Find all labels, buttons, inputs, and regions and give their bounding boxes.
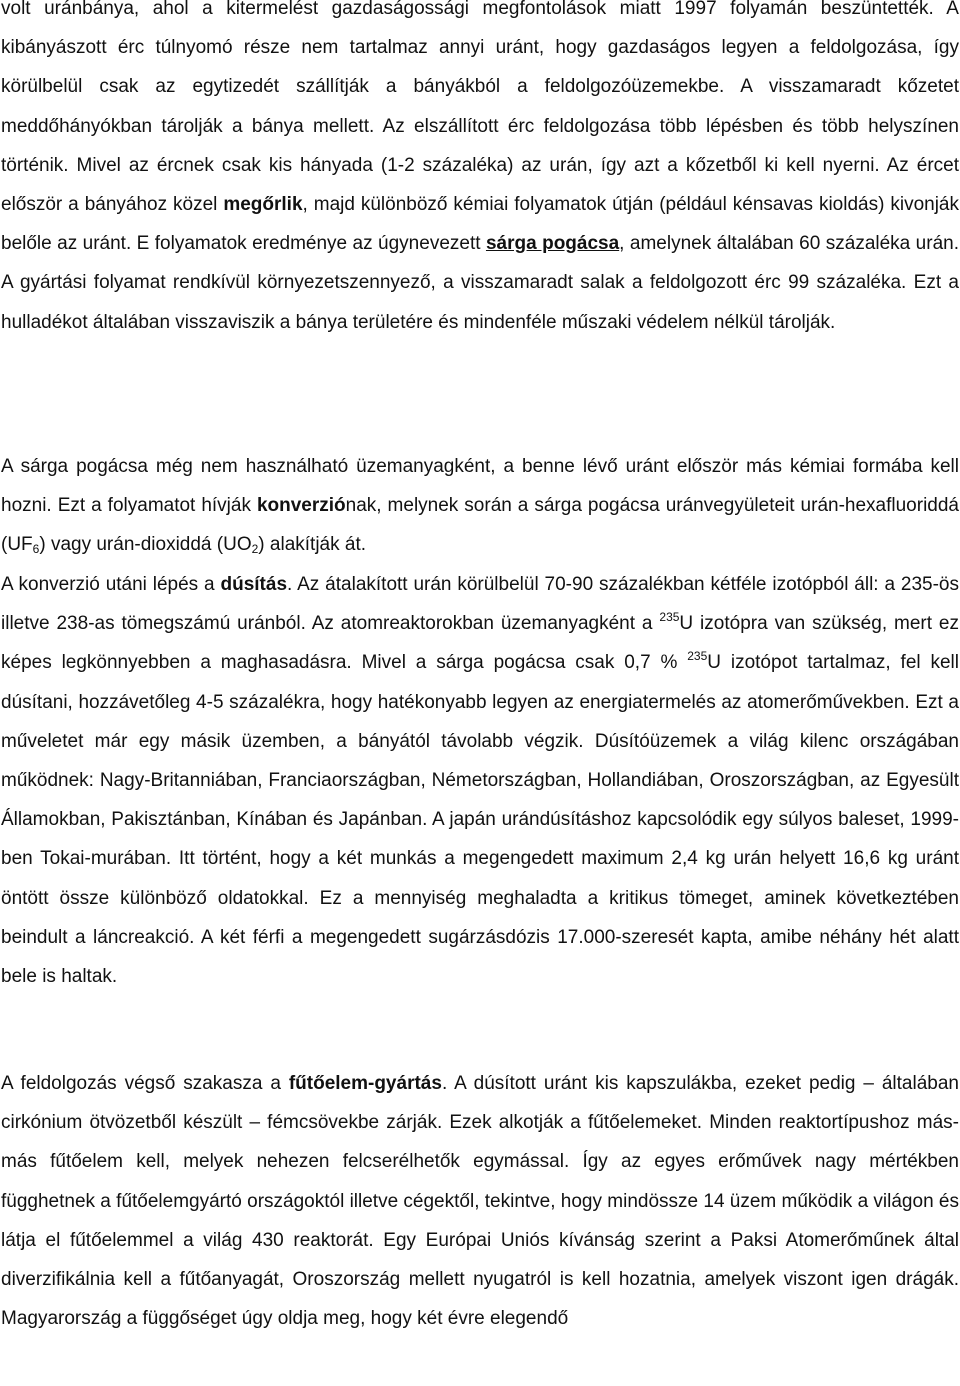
subscript-2: 2 xyxy=(251,542,259,557)
text-run: A sárga pogácsa még nem használható üzemanyagként, a benne lévő uránt először más kémiai formába kell hozni. Ezt a folyamatot hívják xyxy=(1,456,959,517)
paragraph-conversion xyxy=(1,447,959,565)
text-run: . Az átalakított urán körülbelül 70-90 százalékban kétféle izotópból áll: a 235-ös illetve 238-as tömegszámú uránból. Az atomreaktorokban üzemanyagként a xyxy=(1,574,959,635)
paragraph-fuel-fabrication xyxy=(1,1064,959,1338)
text-run: , amelynek általában 60 százaléka urán. A gyártási folyamat rendkívül környezetszennyező, a visszamaradt salak a feldolgozott érc 99 százaléka. Ezt a hulladékot általában visszaviszik a bánya területére és mindenféle műszaki védelem nélkül tárolják. xyxy=(1,233,959,333)
paragraph-text xyxy=(1,565,959,996)
term-enrichment: dúsítás xyxy=(220,574,288,595)
text-run: ) vagy urán-dioxiddá (UO xyxy=(39,534,252,556)
text-run: A feldolgozás végső szakasza a xyxy=(1,1073,289,1094)
text-run: A konverzió utáni lépés a xyxy=(1,574,221,595)
term-fuel-fabrication: fűtőelem-gyártás xyxy=(288,1073,442,1094)
term-yellowcake xyxy=(486,233,619,254)
term-yellowcake-underlined: sárga pogácsa xyxy=(485,233,620,255)
text-run: volt uránbánya, ahol a kitermelést gazdaságossági megfontolások miatt 1997 folyamán beszüntették. A kibányászott érc túlnyomó része nem tartalmaz annyi uránt, hogy gazdaságos legyen a feldolgozása, így körülbelül csak az egytizedét szállítják a bányákból a feldolgozóüzemekbe. A visszamaradt kőzetet meddőhányókban tárolják a bánya mellett. Az elszállított érc feldolgozása több lépésben és több helyszínen történik. Mivel az ércnek csak kis hányada (1-2 százaléka) az urán, így azt a kőzetből ki kell nyerni. Az ércet először a bányához közel xyxy=(1,0,959,216)
superscript-235: 235 xyxy=(687,649,708,664)
subscript-6: 6 xyxy=(32,542,40,557)
text-run: , majd különböző kémiai folyamatok útján (például kénsavas kioldás) kivonják belőle az uránt. E folyamatok eredménye az úgynevezett xyxy=(1,194,960,255)
paragraph-text xyxy=(1,1064,959,1338)
text-run: U izotópot tartalmaz, fel kell dúsítani, hozzávetőleg 4-5 százalékra, hogy hatékonyabb legyen az energiatermelés az atomerőművekben. Ezt a műveletet már egy másik üzemben, a bányától távolabb végzik. Dúsítóüzemek a világ kilenc országában működnek: Nagy-Britanniában, Franciaországban, Németországban, Hollandiában, Oroszországban, az Egyesült Államokban, Pakisztánban, Kínában és Japánban. A japán urándúsításhoz kapcsolódik egy súlyos baleset, 1999-ben Tokai-murában. Itt történt, hogy a két munkás a megengedett maximum 2,4 kg urán helyett 16,6 kg uránt öntött össze különböző oldatokkal. Ez a mennyiség meghaladta a kritikus tömeget, aminek következtében beindult a láncreakció. A két férfi a megengedett sugárzásdózis 17.000-szeresét kapta, amibe néhány hét alatt bele is haltak. xyxy=(1,652,959,988)
term-conversion: konverzió xyxy=(256,495,346,517)
paragraph-text xyxy=(1,0,959,342)
superscript-235: 235 xyxy=(659,610,680,625)
text-run: . A dúsított uránt kis kapszulákba, ezeket pedig – általában cirkónium ötvözetből készült – fémcsövekbe zárják. Ezek alkotják a fűtőelemeket. Minden reaktortípushoz más-más fűtőelem kell, melyek nehezen felcserélhetők egymással. Így az egyes erőművek nagy mértékben függhetnek a fűtőelemgyártó országoktól illetve cégektől, tekintve, hogy mindössze 14 üzem működik a világon és látja el fűtőelemmel a világ 430 reaktorát. Egy Európai Uniós kívánság szerint a Paksi Atomerőműnek által diverzifikálnia kell a fűtőanyagát, Oroszország mellett nyugatról is kell hozatnia, amelyek viszont igen drágák. Magyarország a függőséget úgy oldja meg, hogy két évre elegendő xyxy=(1,1073,959,1330)
text-run: nak, melynek során a sárga pogácsa uránvegyületeit urán-hexafluoriddá (UF xyxy=(1,495,959,556)
text-run: ) alakítják át. xyxy=(258,534,367,556)
text-run: U izotópra van szükség, mert ez képes legkönnyebben a maghasadásra. Mivel a sárga pogácsa csak 0,7 % xyxy=(1,613,959,674)
paragraph-text xyxy=(1,447,959,565)
paragraph-uranium-mining xyxy=(1,0,959,342)
paragraph-enrichment xyxy=(1,565,959,996)
term-grinding: megőrlik xyxy=(223,194,303,216)
